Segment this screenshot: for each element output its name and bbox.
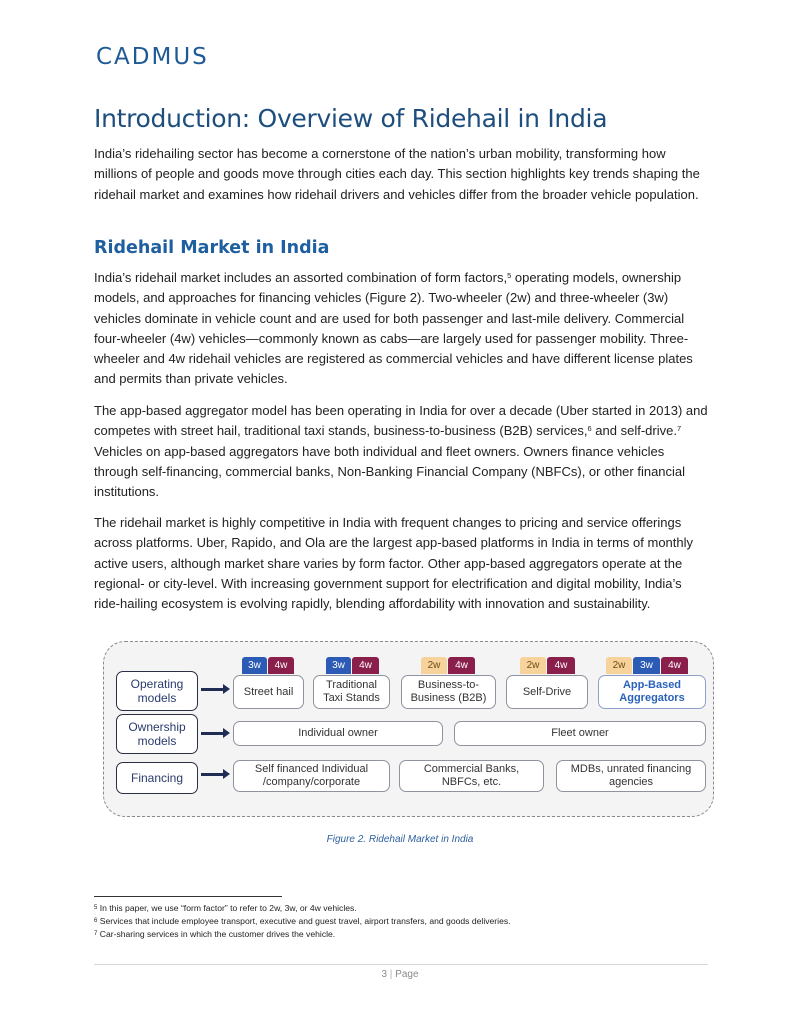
tag-2w: 2w — [606, 657, 632, 674]
tag-3w: 3w — [633, 657, 660, 674]
self-drive-box: Self-Drive — [506, 675, 588, 709]
tag-3w: 3w — [242, 657, 267, 674]
mdbs-box: MDBs, unrated financing agencies — [556, 760, 706, 792]
intro-paragraph: India’s ridehailing sector has become a cornerstone of the nation’s urban mobility, transforming how millions of people and goods move through cities each day. This section highlights key trends shaping the ridehail market and examines how ridehail drivers and vehicles differ from the broader vehicle population. — [94, 146, 700, 202]
financing-arrow-icon — [201, 773, 227, 776]
tag-4w: 4w — [547, 657, 575, 674]
market-paragraph-2: The app-based aggregator model has been operating in India for over a decade (Uber started in 2013) and competes with street hail, traditional taxi stands, business-to-business (B2B) services,$^6$ and self-drive.$^7$ Vehicles on app-based aggregators have both individual and fleet owners. Owners finance vehicles through self-financing, commercial banks, Non-Banking Financial Company (NBFCs), or other financial institutions. — [94, 403, 708, 500]
page-label: Page — [395, 969, 419, 980]
operating-arrow-icon — [201, 688, 227, 691]
b2b-box: Business-to-Business (B2B) — [401, 675, 496, 709]
section-title: Introduction: Overview of Ridehail in India — [94, 104, 608, 133]
footnote-ref-7[interactable]: 7 — [676, 424, 682, 434]
tag-4w: 4w — [661, 657, 688, 674]
market-paragraph-3: The ridehail market is highly competitive in India with frequent changes to pricing and service offerings across platforms. Uber, Rapido, and Ola are the largest app-based platforms in India in terms of monthly active users, although market share varies by form factor. Other app-based aggregators operate at the regional- or city-level. With increasing government support for electrification and digital mobility, India’s ride-hailing ecosystem is evolving rapidly, blending affordability with innovation and sustainability. — [94, 515, 694, 612]
individual-owner-box: Individual owner — [233, 721, 443, 746]
footnote-ref-5[interactable]: 5 — [507, 271, 512, 280]
self-financed-box: Self financed Individual /company/corporate — [233, 760, 390, 792]
cadmus-logo: CADMUS — [96, 44, 209, 70]
tag-3w: 3w — [326, 657, 351, 674]
footnote-5: $^5$ In this paper, we use “form factor” to refer to 2w, 3w, or 4w vehicles. — [94, 903, 357, 913]
footnote-7: $^7$ Car-sharing services in which the customer drives the vehicle. — [94, 929, 336, 939]
footnote-ref-6[interactable]: 6 — [587, 424, 592, 434]
ownership-arrow-icon — [201, 732, 227, 735]
tag-2w: 2w — [421, 657, 447, 674]
market-paragraph-1: India’s ridehail market includes an assorted combination of form factors,$^5$ operating models, ownership models, and approaches for financing vehicles (Figure 2). Two-wheeler (2w) and three-wheeler (3w) vehicles dominate in vehicle count and are used for both passenger and last-mile delivery. Commercial four-wheeler (4w) vehicles—commonly known as cabs—are largely used for passenger mobility. Three-wheeler and 4w ridehail vehicles are registered as commercial vehicles and have different license plates and permits than private vehicles. — [94, 270, 693, 387]
traditional-taxi-stands-box: Traditional Taxi Stands — [313, 675, 390, 709]
ownership-models-label: Ownership models — [116, 714, 198, 754]
street-hail-box: Street hail — [233, 675, 304, 709]
commercial-banks-box: Commercial Banks, NBFCs, etc. — [399, 760, 544, 792]
footer-divider — [94, 964, 708, 965]
operating-models-label: Operating models — [116, 671, 198, 711]
app-based-aggregators-box: App-Based Aggregators — [598, 675, 706, 709]
tag-4w: 4w — [268, 657, 294, 674]
tag-2w: 2w — [520, 657, 546, 674]
tag-4w: 4w — [448, 657, 475, 674]
footnote-6: $^6$ Services that include employee transport, executive and guest travel, airport transfers, and goods deliveries. — [94, 916, 511, 926]
tag-4w: 4w — [352, 657, 379, 674]
page-number: 3 — [381, 969, 388, 980]
figure-caption: Figure 2. Ridehail Market in India — [326, 834, 474, 845]
subsection-title: Ridehail Market in India — [94, 238, 330, 258]
page-footer: 3 | Page — [381, 969, 419, 980]
fleet-owner-box: Fleet owner — [454, 721, 706, 746]
financing-label: Financing — [116, 762, 198, 794]
footnote-divider — [94, 896, 282, 897]
